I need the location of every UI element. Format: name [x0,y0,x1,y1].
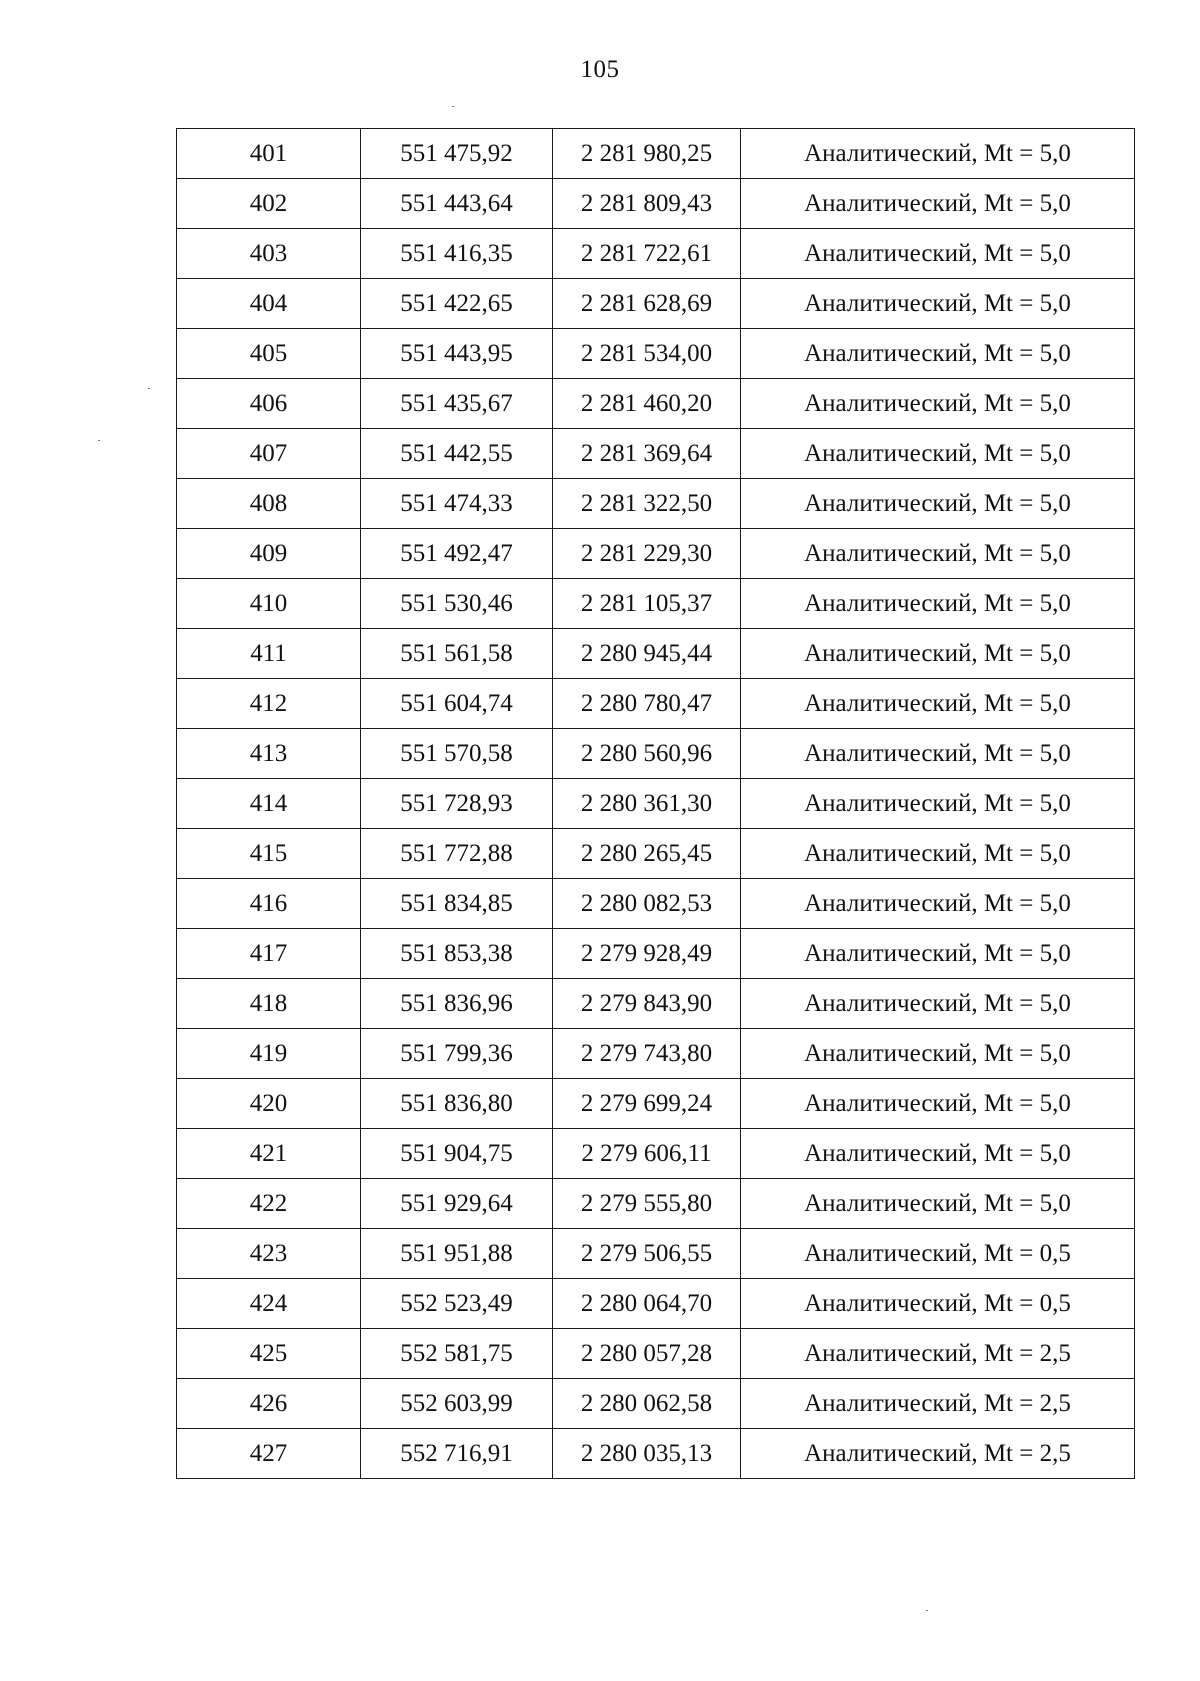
y-coordinate-cell: 2 279 506,55 [553,1229,741,1279]
point-number-cell: 423 [177,1229,361,1279]
table-row [177,1379,1135,1429]
method-cell: Аналитический, Mt = 5,0 [741,379,1135,429]
x-coordinate-cell: 551 416,35 [361,229,553,279]
table-row [177,1029,1135,1079]
point-number-cell: 410 [177,579,361,629]
table-row [177,479,1135,529]
y-coordinate-cell: 2 280 082,53 [553,879,741,929]
x-coordinate-cell: 552 603,99 [361,1379,553,1429]
y-coordinate-cell: 2 280 064,70 [553,1279,741,1329]
x-coordinate-cell: 552 581,75 [361,1329,553,1379]
point-number-cell: 408 [177,479,361,529]
y-coordinate-cell: 2 280 560,96 [553,729,741,779]
point-number-cell: 426 [177,1379,361,1429]
point-number-cell: 425 [177,1329,361,1379]
table-row [177,1329,1135,1379]
x-coordinate-cell: 551 561,58 [361,629,553,679]
point-number-cell: 404 [177,279,361,329]
scan-speck [452,106,454,107]
method-cell: Аналитический, Mt = 5,0 [741,1079,1135,1129]
y-coordinate-cell: 2 279 699,24 [553,1079,741,1129]
table-row [177,1429,1135,1479]
scan-speck [148,388,150,389]
table-row [177,529,1135,579]
method-cell: Аналитический, Mt = 5,0 [741,879,1135,929]
table-row [177,279,1135,329]
table-row [177,1179,1135,1229]
scan-speck [98,440,100,441]
y-coordinate-cell: 2 281 534,00 [553,329,741,379]
method-cell: Аналитический, Mt = 5,0 [741,479,1135,529]
table-row [177,429,1135,479]
y-coordinate-cell: 2 281 628,69 [553,279,741,329]
table-row [177,179,1135,229]
x-coordinate-cell: 551 799,36 [361,1029,553,1079]
page-number: 105 [580,56,620,83]
table-row [177,129,1135,179]
method-cell: Аналитический, Mt = 5,0 [741,1179,1135,1229]
method-cell: Аналитический, Mt = 5,0 [741,229,1135,279]
method-cell: Аналитический, Mt = 5,0 [741,429,1135,479]
y-coordinate-cell: 2 279 606,11 [553,1129,741,1179]
y-coordinate-cell: 2 279 928,49 [553,929,741,979]
method-cell: Аналитический, Mt = 5,0 [741,779,1135,829]
method-cell: Аналитический, Mt = 5,0 [741,179,1135,229]
x-coordinate-cell: 551 570,58 [361,729,553,779]
scan-speck [926,1610,928,1611]
method-cell: Аналитический, Mt = 2,5 [741,1329,1135,1379]
x-coordinate-cell: 551 834,85 [361,879,553,929]
y-coordinate-cell: 2 280 780,47 [553,679,741,729]
method-cell: Аналитический, Mt = 5,0 [741,829,1135,879]
x-coordinate-cell: 551 951,88 [361,1229,553,1279]
method-cell: Аналитический, Mt = 2,5 [741,1429,1135,1479]
x-coordinate-cell: 551 443,64 [361,179,553,229]
x-coordinate-cell: 551 772,88 [361,829,553,879]
point-number-cell: 421 [177,1129,361,1179]
table-row [177,229,1135,279]
x-coordinate-cell: 551 728,93 [361,779,553,829]
point-number-cell: 412 [177,679,361,729]
coordinates-table [176,128,1135,1479]
point-number-cell: 411 [177,629,361,679]
x-coordinate-cell: 551 853,38 [361,929,553,979]
point-number-cell: 417 [177,929,361,979]
y-coordinate-cell: 2 280 361,30 [553,779,741,829]
method-cell: Аналитический, Mt = 5,0 [741,1029,1135,1079]
y-coordinate-cell: 2 279 743,80 [553,1029,741,1079]
method-cell: Аналитический, Mt = 5,0 [741,529,1135,579]
table-row [177,729,1135,779]
method-cell: Аналитический, Mt = 5,0 [741,729,1135,779]
method-cell: Аналитический, Mt = 5,0 [741,129,1135,179]
x-coordinate-cell: 551 929,64 [361,1179,553,1229]
method-cell: Аналитический, Mt = 5,0 [741,1129,1135,1179]
x-coordinate-cell: 551 904,75 [361,1129,553,1179]
point-number-cell: 402 [177,179,361,229]
point-number-cell: 403 [177,229,361,279]
y-coordinate-cell: 2 281 809,43 [553,179,741,229]
point-number-cell: 427 [177,1429,361,1479]
table-row [177,829,1135,879]
point-number-cell: 405 [177,329,361,379]
x-coordinate-cell: 551 443,95 [361,329,553,379]
table-row [177,629,1135,679]
method-cell: Аналитический, Mt = 5,0 [741,629,1135,679]
point-number-cell: 406 [177,379,361,429]
table-row [177,329,1135,379]
method-cell: Аналитический, Mt = 0,5 [741,1279,1135,1329]
y-coordinate-cell: 2 280 062,58 [553,1379,741,1429]
point-number-cell: 414 [177,779,361,829]
y-coordinate-cell: 2 281 722,61 [553,229,741,279]
point-number-cell: 401 [177,129,361,179]
y-coordinate-cell: 2 281 369,64 [553,429,741,479]
x-coordinate-cell: 551 604,74 [361,679,553,729]
x-coordinate-cell: 551 530,46 [361,579,553,629]
method-cell: Аналитический, Mt = 2,5 [741,1379,1135,1429]
x-coordinate-cell: 552 716,91 [361,1429,553,1479]
y-coordinate-cell: 2 281 322,50 [553,479,741,529]
y-coordinate-cell: 2 280 057,28 [553,1329,741,1379]
table-row [177,1279,1135,1329]
x-coordinate-cell: 551 442,55 [361,429,553,479]
method-cell: Аналитический, Mt = 5,0 [741,579,1135,629]
y-coordinate-cell: 2 279 843,90 [553,979,741,1029]
table-row [177,879,1135,929]
table-row [177,929,1135,979]
y-coordinate-cell: 2 279 555,80 [553,1179,741,1229]
x-coordinate-cell: 551 492,47 [361,529,553,579]
x-coordinate-cell: 551 836,96 [361,979,553,1029]
y-coordinate-cell: 2 281 980,25 [553,129,741,179]
y-coordinate-cell: 2 281 229,30 [553,529,741,579]
point-number-cell: 415 [177,829,361,879]
point-number-cell: 413 [177,729,361,779]
table-row [177,379,1135,429]
method-cell: Аналитический, Mt = 5,0 [741,979,1135,1029]
y-coordinate-cell: 2 280 945,44 [553,629,741,679]
y-coordinate-cell: 2 280 265,45 [553,829,741,879]
x-coordinate-cell: 551 422,65 [361,279,553,329]
y-coordinate-cell: 2 281 105,37 [553,579,741,629]
method-cell: Аналитический, Mt = 0,5 [741,1229,1135,1279]
point-number-cell: 419 [177,1029,361,1079]
point-number-cell: 409 [177,529,361,579]
method-cell: Аналитический, Mt = 5,0 [741,279,1135,329]
method-cell: Аналитический, Mt = 5,0 [741,929,1135,979]
x-coordinate-cell: 551 475,92 [361,129,553,179]
coordinates-table-body [177,129,1135,1479]
table-row [177,679,1135,729]
point-number-cell: 420 [177,1079,361,1129]
point-number-cell: 418 [177,979,361,1029]
table-row [177,579,1135,629]
x-coordinate-cell: 551 836,80 [361,1079,553,1129]
y-coordinate-cell: 2 281 460,20 [553,379,741,429]
table-row [177,979,1135,1029]
table-row [177,1129,1135,1179]
method-cell: Аналитический, Mt = 5,0 [741,329,1135,379]
table-row [177,779,1135,829]
x-coordinate-cell: 551 474,33 [361,479,553,529]
y-coordinate-cell: 2 280 035,13 [553,1429,741,1479]
point-number-cell: 407 [177,429,361,479]
point-number-cell: 416 [177,879,361,929]
table-row [177,1229,1135,1279]
point-number-cell: 424 [177,1279,361,1329]
x-coordinate-cell: 552 523,49 [361,1279,553,1329]
table-row [177,1079,1135,1129]
method-cell: Аналитический, Mt = 5,0 [741,679,1135,729]
point-number-cell: 422 [177,1179,361,1229]
x-coordinate-cell: 551 435,67 [361,379,553,429]
